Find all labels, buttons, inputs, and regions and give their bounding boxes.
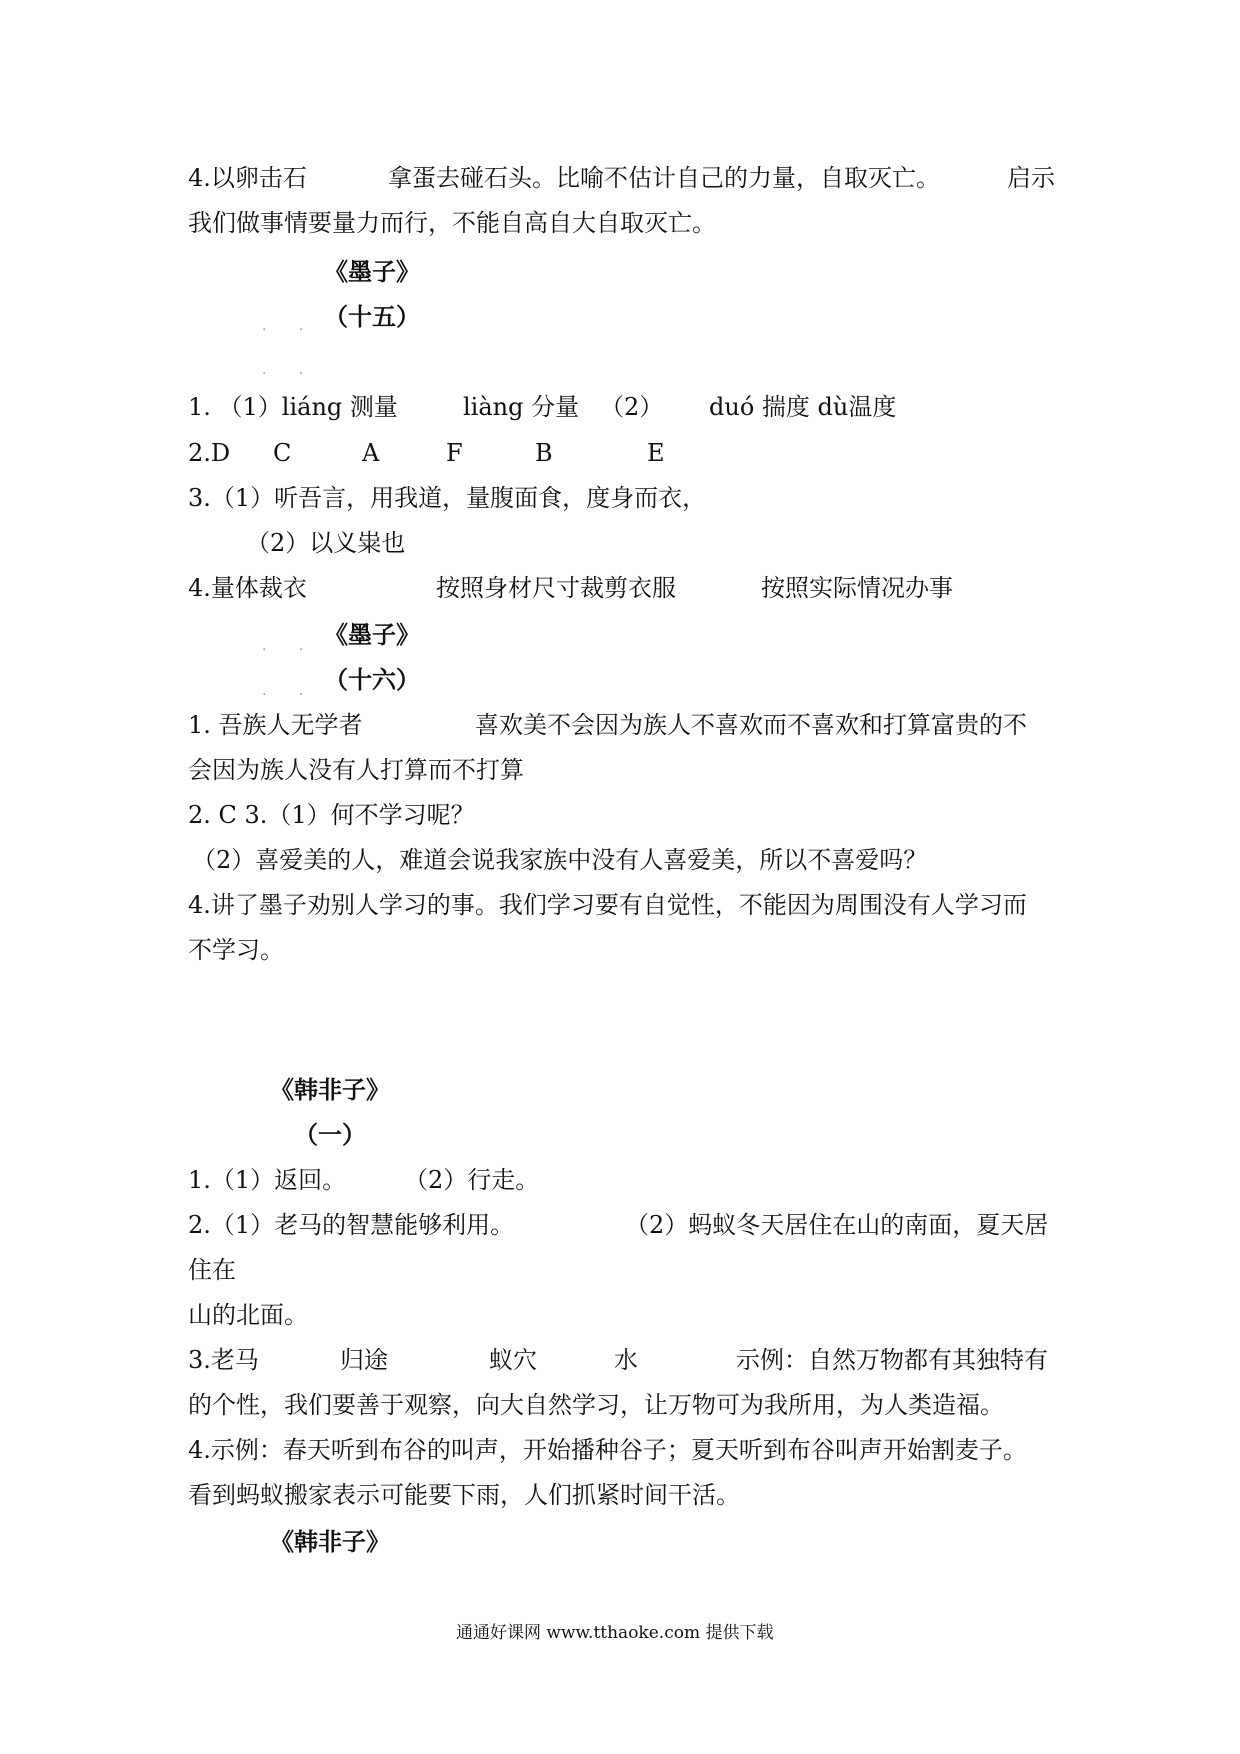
heading-hanfeizi: 《韩非子》 — [270, 1527, 390, 1556]
answer-2-item: C — [273, 439, 292, 467]
emphasis-marks: . . — [262, 638, 318, 654]
answer-2-3: 2. C 3.（1）何不学习呢？ — [188, 801, 475, 829]
answer-1-part-a: 1. （1）liáng 测量 — [188, 393, 398, 421]
answer-3-word: 水 — [614, 1346, 638, 1374]
answer-2-part-b: （2）蚂蚁冬天居住在山的南面，夏天居 — [625, 1211, 1049, 1239]
answer-4-term: 4.量体裁衣 — [188, 574, 307, 602]
answer-3-1: 3.（1）听吾言，用我道，量腹面食，度身而衣， — [188, 484, 707, 512]
answer-3-example: 示例：自然万物都有其独特有 — [736, 1346, 1048, 1374]
answer-1-part-b: 喜欢美不会因为族人不喜欢而不喜欢和打算富贵的不 — [475, 711, 1027, 739]
heading-section-1: （一） — [294, 1120, 366, 1149]
answer-4-line1: 4.讲了墨子劝别人学习的事。我们学习要有自觉性，不能因为周围没有人学习而 — [188, 891, 1027, 919]
answer-2-item: 2.D — [188, 439, 231, 467]
answer-1-part-b: liàng 分量 — [463, 393, 580, 421]
answer-1-line2: 会因为族人没有人打算而不打算 — [188, 756, 524, 784]
answer-2-item: A — [362, 439, 380, 467]
answer-1-part-c: （2） — [600, 393, 664, 421]
answer-3-2: （2）喜爱美的人，难道会说我家族中没有人喜爱美，所以不喜爱吗？ — [192, 846, 928, 874]
answer-2-line3: 山的北面。 — [188, 1301, 308, 1329]
answer-1-part-a: 1. 吾族人无学者 — [188, 711, 363, 739]
answer-3-word: 3.老马 — [188, 1346, 259, 1374]
answer-3-word: 归途 — [340, 1346, 388, 1374]
emphasis-marks: . . — [262, 318, 318, 334]
answer-1-part-d: duó 揣度 dù温度 — [709, 393, 897, 421]
answer-4-meaning: 拿蛋去碰石头。比喻不估计自己的力量，自取灭亡。 — [388, 164, 940, 192]
answer-4-extended: 按照实际情况办事 — [761, 574, 953, 602]
answer-1-part-b: （2）行走。 — [404, 1166, 540, 1194]
answer-2-part-a: 2.（1）老马的智慧能够利用。 — [188, 1211, 515, 1239]
answer-4-line2: 不学习。 — [188, 936, 284, 964]
answer-4-line2: 我们做事情要量力而行，不能自高自大自取灭亡。 — [188, 209, 716, 237]
answer-3-word: 蚁穴 — [489, 1346, 537, 1374]
answer-4-term: 4.以卵击石 — [188, 164, 307, 192]
answer-3-line2: 的个性，我们要善于观察，向大自然学习，让万物可为我所用，为人类造福。 — [188, 1391, 1004, 1419]
heading-section-15: （十五） — [324, 302, 420, 331]
answer-2-item: E — [647, 439, 665, 467]
answer-4-line2: 看到蚂蚁搬家表示可能要下雨，人们抓紧时间干活。 — [188, 1481, 740, 1509]
answer-4-qishi-label: 启示 — [1007, 164, 1055, 192]
answer-1-part-a: 1.（1）返回。 — [188, 1166, 347, 1194]
answer-4-meaning: 按照身材尺寸裁剪衣服 — [436, 574, 676, 602]
answer-2-item: F — [446, 439, 463, 467]
answer-2-item: B — [535, 439, 553, 467]
page-footer: 通通好课网 www.tthaoke.com 提供下载 — [456, 1623, 774, 1643]
heading-section-16: （十六） — [324, 665, 420, 694]
answer-2-line2: 住在 — [188, 1256, 236, 1284]
heading-mozi: 《墨子》 — [324, 620, 420, 649]
emphasis-marks: . . — [262, 362, 318, 378]
emphasis-marks: . . — [262, 683, 318, 699]
heading-mozi: 《墨子》 — [324, 257, 420, 286]
answer-3-2: （2）以义粜也 — [246, 529, 406, 557]
answer-4-line1: 4.示例：春天听到布谷的叫声，开始播种谷子；夏天听到布谷叫声开始割麦子。 — [188, 1436, 1027, 1464]
heading-hanfeizi: 《韩非子》 — [270, 1075, 390, 1104]
